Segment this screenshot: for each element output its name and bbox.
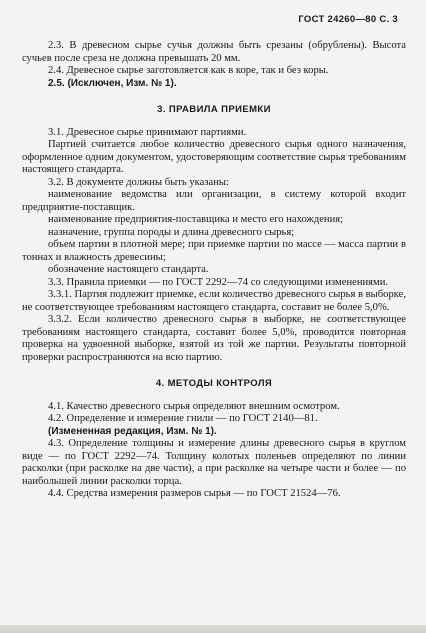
paragraph-2-4: 2.4. Древесное сырье заготовляется как в коре, так и без коры. — [48, 65, 329, 76]
paragraph-3-3-2: 3.3.2. Если количество древесного сырья в выборке, не соответствующее требованиям настоящего стандарта, составит более 5,0%, проводится повторная проверка на удвоенной выборке, взятой из той же партии. Результаты повторной проверки распространяются на всю партию. — [22, 314, 406, 363]
paragraph-4-1: 4.1. Качество древесного сырья определяют внешним осмотром. — [48, 400, 340, 412]
list-item: назначение, группа породы и длина древесного сырья; — [48, 226, 295, 238]
paragraph-3-3-1: 3.3.1. Партия подлежит приемке, если количество древесного сырья в выборке, не соответствующее требованиям настоящего стандарта, составит не более 5,0%. — [22, 289, 406, 313]
list-item: наименование ведомства или организации, в систему которой входит предприятие-поставщик. — [22, 189, 406, 213]
paragraph-3-3: 3.3. Правила приемки — по ГОСТ 2292—74 со следующими изменениями. — [48, 276, 389, 288]
document-body — [22, 40, 406, 501]
section-3-heading: 3. ПРАВИЛА ПРИЕМКИ — [157, 104, 271, 115]
paragraph-4-2-amendment: (Измененная редакция, Изм. № 1). — [48, 425, 217, 437]
paragraph-4-4: 4.4. Средства измерения размеров сырья — по ГОСТ 21524—76. — [48, 488, 341, 499]
paragraph-3-1-definition: Партией считается любое количество древесного сырья одного назначения, оформленное одним документом, удостоверяющим соответствие сырья требованиям настоящего стандарта. — [22, 139, 406, 175]
list-item: объем партии в плотной мере; при приемке партии по массе — масса партии в тоннах и влажность древесины; — [22, 239, 406, 263]
paragraph-3-2: 3.2. В документе должны быть указаны: — [48, 176, 229, 188]
page-bottom-edge — [0, 625, 426, 633]
page-header: ГОСТ 24260—80 С. 3 — [298, 14, 398, 25]
paragraph-4-3: 4.3. Определение толщины и измерение длины древесного сырья в круглом виде — по ГОСТ 2292—74. Толщину колотых поленьев определяют по линии расколки (при расколке на две части), а при расколке на четыре части и более — по наибольшей линии расколки торца. — [22, 438, 406, 487]
paragraph-4-2: 4.2. Определение и измерение гнили — по ГОСТ 2140—81. — [48, 413, 318, 424]
list-item: наименование предприятия-поставщика и место его нахождения; — [48, 214, 344, 225]
paragraph-2-3: 2.3. В древесном сырье сучья должны быть срезаны (обрублены). Высота сучьев после среза не должна превышать 20 мм. — [22, 40, 406, 64]
section-4-heading: 4. МЕТОДЫ КОНТРОЛЯ — [155, 378, 273, 389]
paragraph-2-5: 2.5. (Исключен, Изм. № 1). — [48, 77, 177, 89]
paragraph-3-1: 3.1. Древесное сырье принимают партиями. — [48, 126, 247, 138]
list-item: обозначение настоящего стандарта. — [48, 264, 209, 275]
